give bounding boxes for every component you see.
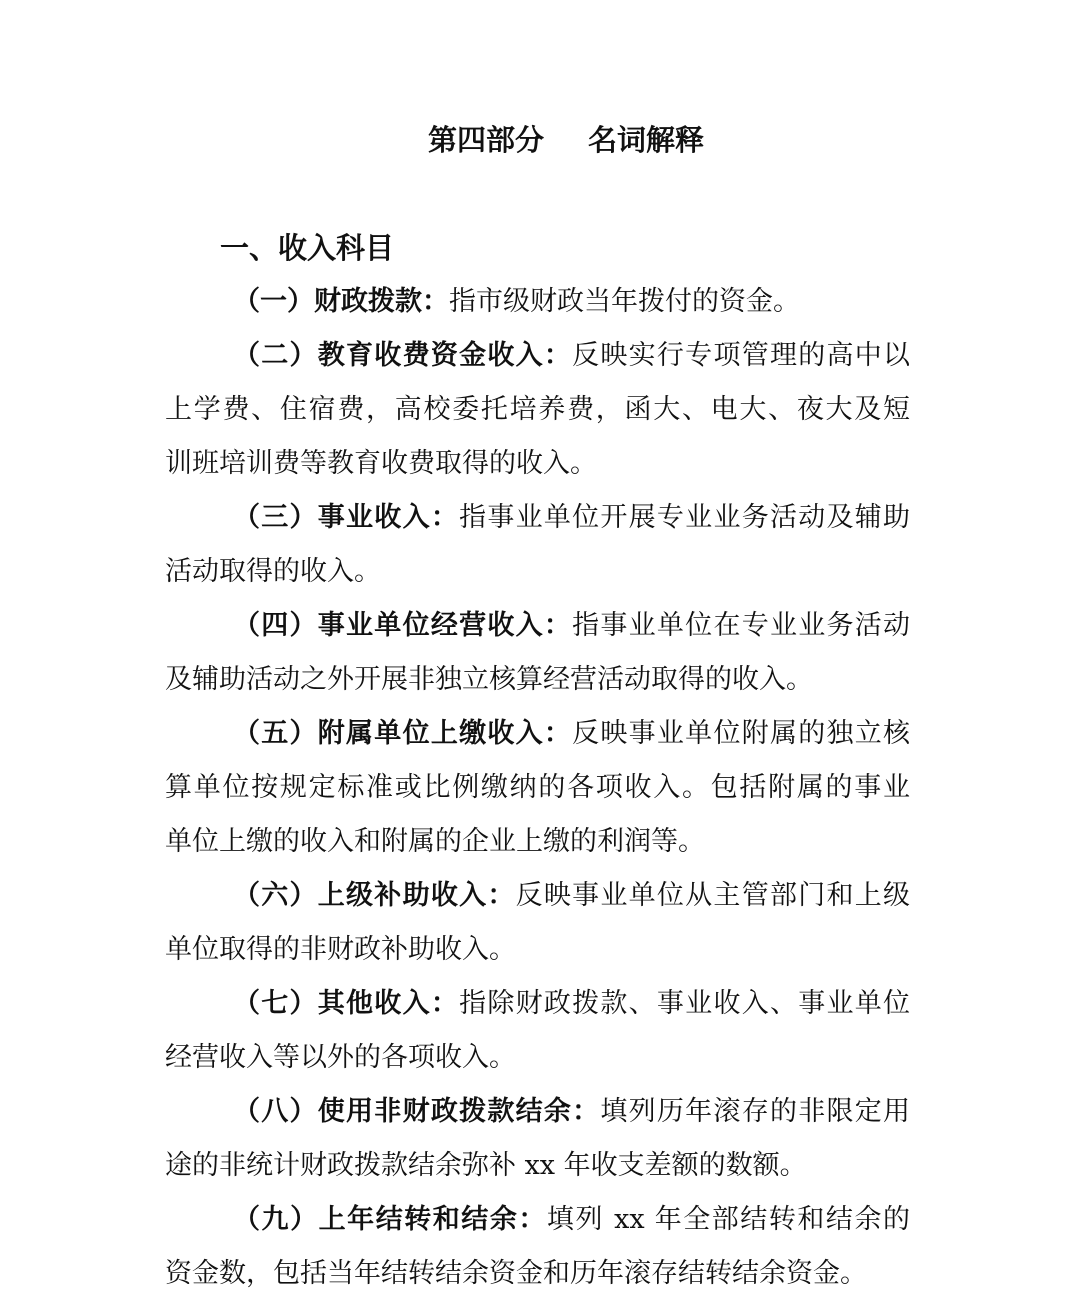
definition-item [165, 275, 910, 329]
definition-item [165, 977, 910, 1085]
title-part: 第四部分 [427, 123, 544, 157]
text-line [165, 491, 910, 545]
text-line [165, 1085, 910, 1139]
definition-text: 单位取得的非财政补助收入。 [165, 934, 516, 965]
title-name: 名词解释 [588, 123, 705, 157]
definition-text: 上学费、住宿费，高校委托培养费，函大、电大、夜大及短 [165, 394, 910, 425]
definition-term: （一）财政拨款： [233, 286, 449, 317]
text-line [165, 923, 910, 977]
definition-text: 填列 xx 年全部结转和结余的 [546, 1204, 910, 1235]
text-line [165, 977, 910, 1031]
text-line [165, 653, 910, 707]
definition-text: 指事业单位在专业业务活动 [572, 610, 911, 641]
definition-text: 单位上缴的收入和附属的企业上缴的利润等。 [165, 826, 705, 857]
definition-text: 指市级财政当年拨付的资金。 [449, 286, 800, 317]
definition-term: （六）上级补助收入： [233, 880, 516, 911]
text-line [165, 869, 910, 923]
definition-text: 及辅助活动之外开展非独立核算经营活动取得的收入。 [165, 664, 813, 695]
definition-text: 算单位按规定标准或比例缴纳的各项收入。包括附属的事业 [165, 772, 910, 803]
definition-item [165, 1193, 910, 1301]
page-title [0, 118, 1074, 159]
definition-term: （八）使用非财政拨款结余： [233, 1096, 601, 1127]
definition-item [165, 1085, 910, 1193]
text-line [165, 545, 910, 599]
definition-text: 填列历年滚存的非限定用 [600, 1096, 910, 1127]
text-line [165, 1139, 910, 1193]
definition-text: 训班培训费等教育收费取得的收入。 [165, 448, 597, 479]
definition-item [165, 599, 910, 707]
definition-term: （二）教育收费资金收入： [233, 340, 573, 371]
definition-text: 经营收入等以外的各项收入。 [165, 1042, 516, 1073]
definition-text: 活动取得的收入。 [165, 556, 381, 587]
definition-item [165, 329, 910, 491]
text-line [165, 329, 910, 383]
definition-term: （七）其他收入： [233, 988, 460, 1019]
definition-term: （九）上年结转和结余： [233, 1204, 547, 1235]
definition-text: 反映事业单位附属的独立核 [572, 718, 911, 749]
definitions-list [165, 275, 910, 1301]
definition-text: 指除财政拨款、事业收入、事业单位 [459, 988, 911, 1019]
text-line [165, 1247, 910, 1301]
definition-text: 资金数，包括当年结转结余资金和历年滚存结转结余资金。 [165, 1258, 867, 1289]
section-heading: 一、收入科目 [220, 231, 395, 265]
definition-text: 指事业单位开展专业业务活动及辅助 [459, 502, 911, 533]
text-line [165, 761, 910, 815]
text-line [165, 1193, 910, 1247]
text-line [165, 815, 910, 869]
definition-text: 反映实行专项管理的高中以 [572, 340, 911, 371]
text-line [165, 383, 910, 437]
definition-text: 途的非统计财政拨款结余弥补 xx 年收支差额的数额。 [165, 1150, 807, 1181]
text-line [165, 599, 910, 653]
text-line [165, 437, 910, 491]
definition-item [165, 707, 910, 869]
definition-text: 反映事业单位从主管部门和上级 [515, 880, 911, 911]
definition-term: （五）附属单位上缴收入： [233, 718, 573, 749]
text-line [165, 707, 910, 761]
text-line [165, 275, 910, 329]
definition-item [165, 869, 910, 977]
text-line [165, 1031, 910, 1085]
definition-item [165, 491, 910, 599]
definition-term: （三）事业收入： [233, 502, 460, 533]
definition-term: （四）事业单位经营收入： [233, 610, 573, 641]
